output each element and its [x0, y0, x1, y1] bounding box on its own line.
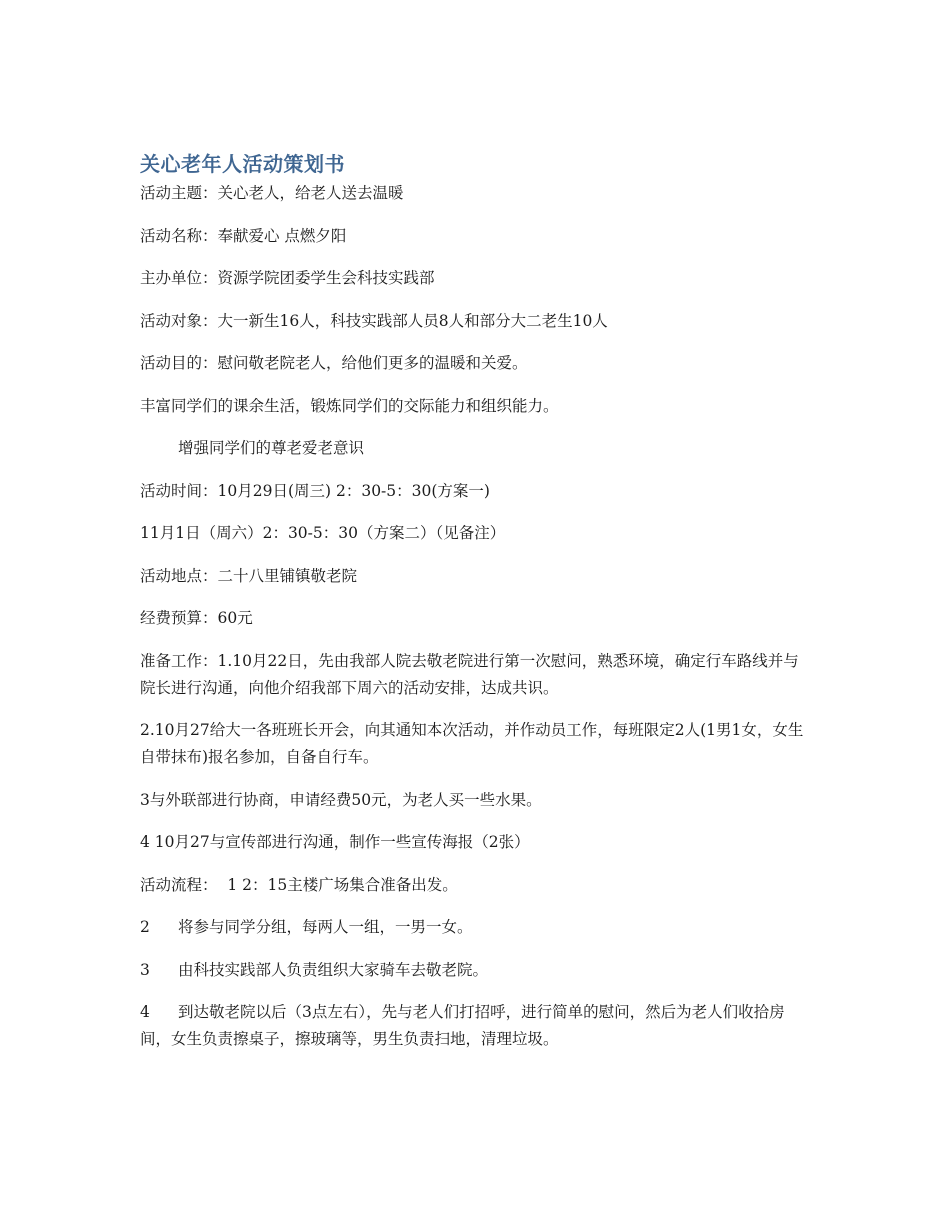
document-body	[140, 148, 812, 1069]
process-step-1: 活动流程： 1 2：15主楼广场集合准备出发。	[140, 875, 458, 894]
step-number: 4	[140, 1003, 150, 1021]
activity-theme: 活动主题：关心老人，给老人送去温暖	[140, 184, 404, 202]
process-step-4	[140, 999, 812, 1053]
activity-purpose: 活动目的：慰问敬老院老人，给他们更多的温暖和关爱。	[140, 354, 528, 372]
activity-time: 活动时间：10月29日(周三) 2：30-5：30(方案一)	[140, 481, 490, 500]
document-title: 关心老年人活动策划书	[140, 152, 345, 176]
participants: 活动对象：大一新生16人，科技实践部人员8人和部分大二老生10人	[140, 311, 608, 330]
activity-time-alt: 11月1日（周六）2：30-5：30（方案二）（见备注）	[140, 524, 506, 542]
preparation-2: 2.10月27给大一各班班长开会，向其通知本次活动，并作动员工作，每班限定2人(1男1女，女生自带抹布)报名参加，自备自行车。	[140, 721, 804, 766]
activity-name: 活动名称：奉献爱心 点燃夕阳	[140, 226, 347, 245]
activity-location: 活动地点：二十八里铺镇敬老院	[140, 566, 358, 585]
step-text: 到达敬老院以后（3点左右），先与老人们打招呼，进行简单的慰问，然后为老人们收拾房间，女生负责擦桌子，擦玻璃等，男生负责扫地，清理垃圾。	[140, 1003, 785, 1048]
step-number: 2	[140, 918, 150, 936]
purpose-line-2: 丰富同学们的课余生活，锻炼同学们的交际能力和组织能力。	[140, 396, 559, 415]
step-text: 将参与同学分组，每两人一组，一男一女。	[178, 918, 473, 936]
process-step-3	[140, 957, 812, 984]
organizer: 主办单位：资源学院团委学生会科技实践部	[140, 269, 435, 287]
purpose-line-3: 增强同学们的尊老爱老意识	[178, 439, 365, 457]
preparation-3: 3与外联部进行协商，申请经费50元，为老人买一些水果。	[140, 790, 542, 809]
step-number: 3	[140, 960, 150, 979]
step-text: 由科技实践部人负责组织大家骑车去敬老院。	[178, 960, 489, 979]
preparation-4: 4 10月27与宣传部进行沟通，制作一些宣传海报（2张）	[140, 833, 530, 851]
budget: 经费预算：60元	[140, 609, 253, 627]
preparation-1: 准备工作：1.10月22日，先由我部人院去敬老院进行第一次慰问，熟悉环境，确定行车路线并与院长进行沟通，向他介绍我部下周六的活动安排，达成共识。	[140, 651, 799, 697]
process-step-2	[140, 914, 812, 941]
